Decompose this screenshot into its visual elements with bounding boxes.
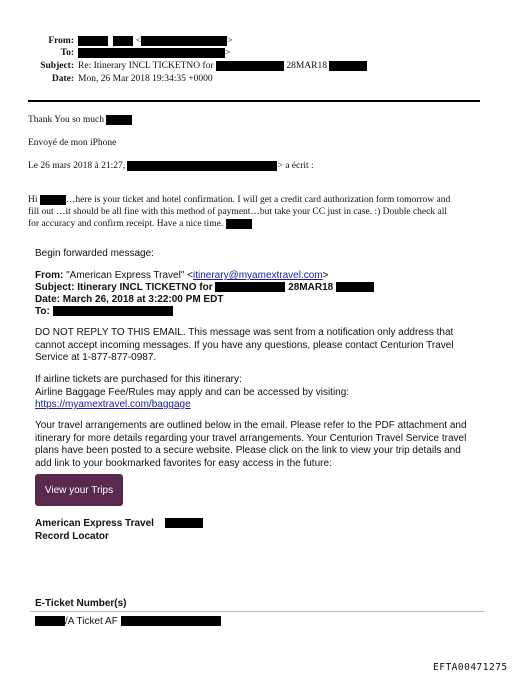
subject-date: 28MAR18 bbox=[286, 61, 328, 71]
noreply-line-3: Service at 1-877-877-0987. bbox=[35, 352, 157, 363]
noreply-line-2: cannot accept incoming messages. If you have any questions, please contact Centurion Travel bbox=[35, 339, 454, 351]
redaction bbox=[78, 48, 225, 58]
reply-body-line-1: Hi …here is your ticket and hotel confirmation. I will get a credit card authorization form tomorrow and bbox=[28, 195, 451, 205]
begin-forwarded: Begin forwarded message: bbox=[35, 248, 154, 259]
airline-line-1: If airline tickets are purchased for this itinerary: bbox=[35, 374, 242, 385]
eticket-heading: E-Ticket Number(s) bbox=[35, 598, 127, 609]
quote-line: Le 26 mars 2018 à 21:27, > a écrit : bbox=[28, 161, 314, 171]
document-id: EFTA00471275 bbox=[433, 662, 508, 673]
amex-travel-row: American Express Travel bbox=[35, 518, 203, 531]
redaction bbox=[127, 161, 277, 171]
view-trips-button[interactable]: View your Trips bbox=[35, 474, 123, 506]
arrangements-line-4: add link to your bookmarked favorites for easy access in the future: bbox=[35, 457, 332, 469]
redaction bbox=[53, 306, 173, 316]
redaction bbox=[336, 282, 374, 292]
redaction bbox=[216, 61, 284, 71]
ticket-line: /A Ticket AF bbox=[35, 616, 221, 629]
redaction bbox=[78, 36, 108, 46]
angle-open: < bbox=[135, 36, 142, 46]
redaction bbox=[113, 36, 133, 46]
from-label: From: bbox=[48, 36, 74, 46]
fwd-date-row: Date: March 26, 2018 at 3:22:00 PM EDT bbox=[35, 294, 224, 305]
to-label: To: bbox=[60, 48, 74, 58]
redaction bbox=[141, 36, 227, 46]
header-divider bbox=[28, 100, 480, 102]
redaction bbox=[121, 616, 221, 626]
airline-line-2: Airline Baggage Fee/Rules may apply and can be accessed by visiting: bbox=[35, 386, 350, 398]
baggage-link-row bbox=[35, 399, 191, 412]
redaction bbox=[165, 518, 203, 528]
fwd-subject-row: Subject: Itinerary INCL TICKETNO for 28MAR18 bbox=[35, 282, 374, 295]
fwd-from-row: From: "American Express Travel" <itinerary@myamextravel.com> bbox=[35, 270, 329, 281]
angle-close: > bbox=[227, 36, 233, 46]
reply-body-line-2: fill out …it should be all fine with this method of payment…but take your CC just in case. :) Double check all bbox=[28, 207, 447, 217]
redaction bbox=[215, 282, 285, 292]
noreply-line-1: DO NOT REPLY TO THIS EMAIL. This message was sent from a notification only address that bbox=[35, 327, 454, 338]
from-value bbox=[78, 35, 232, 47]
from-email-link[interactable]: itinerary@myamextravel.com bbox=[193, 270, 323, 281]
arrangements-line-3: plans have been posted to a secure website. Please click on the link to view your trip details and bbox=[35, 445, 461, 456]
subject-text: Re: Itinerary INCL TICKETNO for bbox=[78, 61, 214, 71]
redaction bbox=[40, 195, 66, 205]
date-label: Date: bbox=[51, 74, 74, 84]
redaction bbox=[329, 61, 367, 71]
subject-label: Subject: bbox=[40, 61, 74, 71]
arrangements-line-2: itinerary for more details regarding your travel arrangements. Your Centurion Travel Service travel bbox=[35, 432, 467, 444]
baggage-link[interactable]: https://myamextravel.com/baggage bbox=[35, 399, 191, 410]
sent-from-line: Envoyé de mon iPhone bbox=[28, 138, 117, 148]
reply-body-line-3: for accuracy and confirm receipt. Have a nice time. bbox=[28, 218, 252, 230]
to-value bbox=[78, 47, 230, 59]
fwd-to-row: To: bbox=[35, 306, 173, 319]
record-locator-label: Record Locator bbox=[35, 530, 109, 542]
eticket-divider bbox=[30, 611, 484, 612]
subject-value bbox=[78, 60, 367, 72]
arrangements-line-1: Your travel arrangements are outlined below in the email. Please refer to the PDF attachment and bbox=[35, 420, 467, 431]
angle-close: > bbox=[225, 48, 231, 58]
date-value: Mon, 26 Mar 2018 19:34:35 +0000 bbox=[78, 74, 213, 84]
thanks-line: Thank You so much bbox=[28, 114, 132, 126]
redaction bbox=[226, 219, 252, 229]
redaction bbox=[35, 616, 65, 626]
redaction bbox=[106, 115, 132, 125]
